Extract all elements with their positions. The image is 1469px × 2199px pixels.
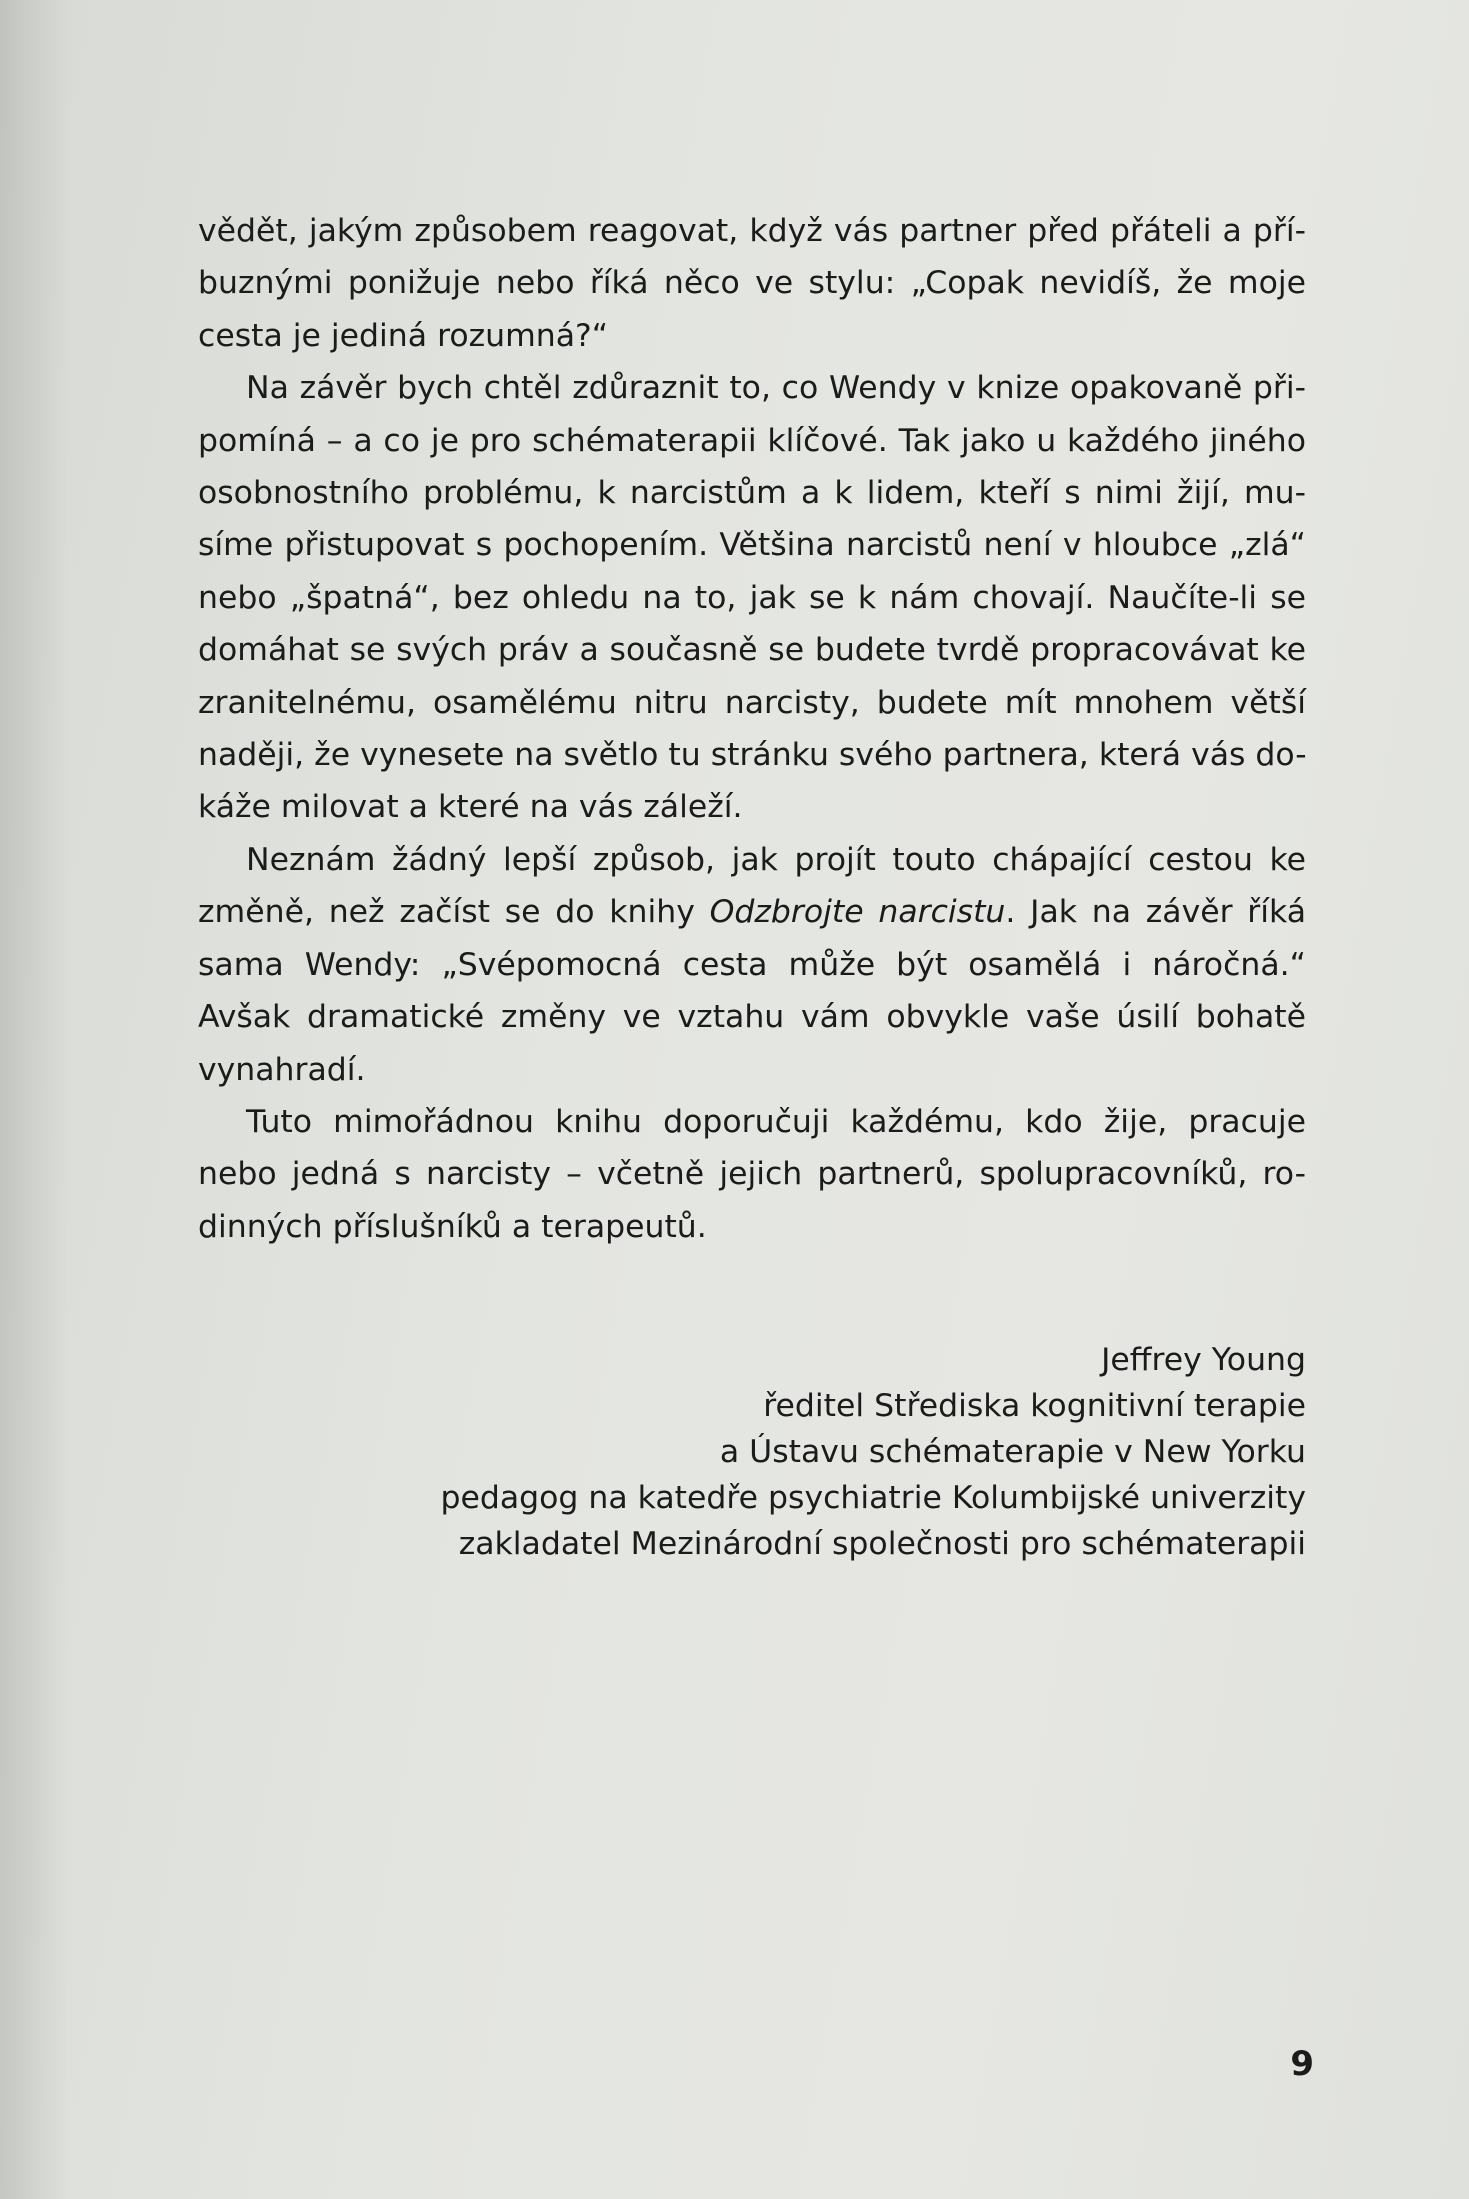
text-line: vynahradí. bbox=[198, 1051, 366, 1088]
author-title: a Ústavu schématerapie v New Yorku bbox=[719, 1434, 1306, 1470]
paragraph-3 bbox=[198, 834, 1306, 1096]
text-line: naději, že vynesete na světlo tu stránku svého partnera, která vás do- bbox=[198, 737, 1307, 774]
text-line: cesta je jediná rozumná?“ bbox=[198, 317, 609, 354]
page-number: 9 bbox=[1290, 2044, 1314, 2084]
author-title: zakladatel Mezinárodní společnosti pro schématerapii bbox=[458, 1526, 1306, 1562]
text-line: nebo jedná s narcisty – včetně jejich partnerů, spolupracovníků, ro- bbox=[198, 1156, 1306, 1193]
text-line: domáhat se svých práv a současně se budete tvrdě propracovávat ke bbox=[198, 632, 1306, 669]
text-line: vědět, jakým způsobem reagovat, když vás partner před přáteli a pří- bbox=[198, 213, 1306, 249]
text-line: dinných příslušníků a terapeutů. bbox=[198, 1208, 707, 1245]
text-line: sama Wendy: „Svépomocná cesta může být osamělá i náročná.“ bbox=[198, 946, 1306, 983]
text-line: zranitelnému, osamělému nitru narcisty, budete mít mnohem větší bbox=[198, 684, 1306, 721]
text-line: Na závěr bych chtěl zdůraznit to, co Wendy v knize opakovaně při- bbox=[246, 370, 1306, 407]
signature-block bbox=[440, 1337, 1306, 1567]
text-line: pomíná – a co je pro schématerapii klíčové. Tak jako u každého jiného bbox=[198, 422, 1306, 459]
book-title: Odzbrojte narcistu bbox=[709, 894, 1006, 931]
body-text bbox=[198, 205, 1306, 1253]
author-name: Jeffrey Young bbox=[1101, 1342, 1306, 1378]
text-line: Tuto mimořádnou knihu doporučuji každému, kdo žije, pracuje bbox=[246, 1103, 1306, 1140]
text-line: Avšak dramatické změny ve vztahu vám obvykle vaše úsilí bohatě bbox=[198, 999, 1306, 1036]
text-line: buznými ponižuje nebo říká něco ve stylu: „Copak nevidíš, že moje bbox=[198, 265, 1306, 302]
paragraph-4 bbox=[198, 1096, 1306, 1253]
text-line: káže milovat a které na vás záleží. bbox=[198, 789, 743, 826]
author-title: ředitel Střediska kognitivní terapie bbox=[763, 1388, 1306, 1424]
text-line: Neznám žádný lepší způsob, jak projít touto chápající cestou ke bbox=[246, 841, 1306, 878]
text-segment: změně, než začíst se do knihy bbox=[198, 894, 710, 931]
text-segment: . Jak na závěr říká bbox=[1005, 894, 1307, 931]
text-line bbox=[198, 886, 1306, 938]
text-line: osobnostního problému, k narcistům a k lidem, kteří s nimi žijí, mu- bbox=[198, 475, 1306, 512]
author-title: pedagog na katedře psychiatrie Kolumbijské univerzity bbox=[440, 1480, 1306, 1516]
text-line: nebo „špatná“, bez ohledu na to, jak se k nám chovají. Naučíte-li se bbox=[198, 579, 1306, 616]
text-line: síme přistupovat s pochopením. Většina narcistů není v hloubce „zlá“ bbox=[198, 527, 1306, 564]
paragraph-2 bbox=[198, 362, 1306, 834]
paragraph-1 bbox=[198, 205, 1306, 362]
page-shadow bbox=[0, 0, 70, 2199]
